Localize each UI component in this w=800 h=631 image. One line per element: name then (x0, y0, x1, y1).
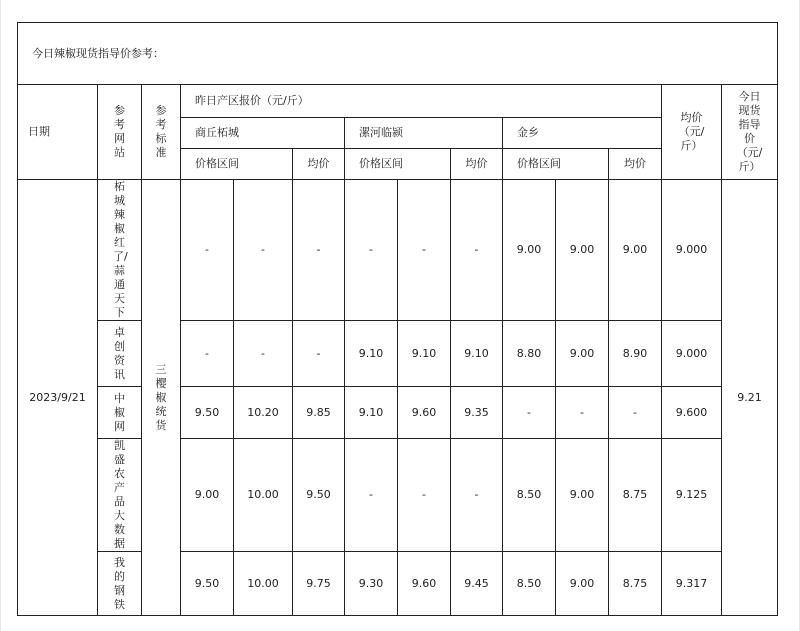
table-title: 今日辣椒现货指导价参考： (18, 23, 778, 85)
yesterday-header: 昨日产区报价（元/斤） (181, 85, 662, 118)
overall-avg-header: 均价（元/斤） (662, 85, 722, 180)
range-header-3: 价格区间 (503, 149, 609, 180)
site-cell: 柘城辣椒红了/蒜通天下 (98, 180, 142, 321)
price-cell: 9.00 (556, 321, 609, 387)
price-cell: - (609, 387, 662, 439)
price-cell: 9.00 (556, 439, 609, 552)
avg-header-2: 均价 (451, 149, 503, 180)
standard-header: 参考标准 (142, 85, 181, 180)
header-row-1 (18, 85, 778, 118)
region-header-luohe: 漯河临颍 (345, 118, 503, 149)
price-cell: 9.00 (181, 439, 234, 552)
price-cell: 9.60 (398, 387, 451, 439)
site-cell: 中椒网 (98, 387, 142, 439)
price-cell: 8.50 (503, 552, 556, 616)
price-cell: - (503, 387, 556, 439)
price-cell: 10.20 (234, 387, 293, 439)
price-cell: - (181, 180, 234, 321)
title-row (18, 23, 778, 85)
price-cell: 9.00 (556, 180, 609, 321)
price-cell: 9.35 (451, 387, 503, 439)
price-cell: 9.50 (293, 439, 345, 552)
avg-header-1: 均价 (293, 149, 345, 180)
avg-cell: 9.600 (662, 387, 722, 439)
price-cell: 9.50 (181, 387, 234, 439)
price-cell: - (398, 180, 451, 321)
site-cell: 我的钢铁 (98, 552, 142, 616)
table-row (18, 321, 778, 387)
price-cell: 10.00 (234, 439, 293, 552)
table-row (18, 387, 778, 439)
range-header-2: 价格区间 (345, 149, 451, 180)
price-cell: 9.45 (451, 552, 503, 616)
price-cell: 9.00 (503, 180, 556, 321)
price-cell: 8.75 (609, 439, 662, 552)
price-cell: 9.10 (451, 321, 503, 387)
price-cell: 9.00 (609, 180, 662, 321)
price-cell: 9.50 (181, 552, 234, 616)
price-cell: 9.10 (345, 387, 398, 439)
avg-cell: 9.000 (662, 180, 722, 321)
table-row (18, 180, 778, 321)
standard-cell: 三樱椒统货 (142, 180, 181, 616)
price-cell: 9.85 (293, 387, 345, 439)
avg-header-3: 均价 (609, 149, 662, 180)
price-cell: 9.10 (345, 321, 398, 387)
region-header-shangqiu: 商丘柘城 (181, 118, 345, 149)
price-cell: 10.00 (234, 552, 293, 616)
price-cell: - (398, 439, 451, 552)
price-cell: 8.80 (503, 321, 556, 387)
price-cell: - (556, 387, 609, 439)
price-cell: 8.90 (609, 321, 662, 387)
price-cell: 9.00 (556, 552, 609, 616)
price-cell: - (345, 439, 398, 552)
avg-cell: 9.317 (662, 552, 722, 616)
price-cell: 9.75 (293, 552, 345, 616)
range-header-1: 价格区间 (181, 149, 293, 180)
price-cell: 9.30 (345, 552, 398, 616)
price-cell: - (293, 321, 345, 387)
avg-cell: 9.000 (662, 321, 722, 387)
price-cell: - (451, 439, 503, 552)
table-row (18, 439, 778, 552)
price-cell: - (234, 180, 293, 321)
price-cell: 8.50 (503, 439, 556, 552)
price-cell: - (234, 321, 293, 387)
site-header: 参考网站 (98, 85, 142, 180)
price-cell: 9.60 (398, 552, 451, 616)
price-cell: - (293, 180, 345, 321)
price-cell: - (345, 180, 398, 321)
price-cell: - (181, 321, 234, 387)
price-cell: 9.10 (398, 321, 451, 387)
date-cell: 2023/9/21 (18, 180, 98, 616)
date-header: 日期 (18, 85, 98, 180)
today-price-cell: 9.21 (722, 180, 778, 616)
avg-cell: 9.125 (662, 439, 722, 552)
price-cell: - (451, 180, 503, 321)
site-cell: 凯盛农产品大数据 (98, 439, 142, 552)
price-table (17, 22, 778, 616)
region-header-jinxiang: 金乡 (503, 118, 662, 149)
site-cell: 卓创资讯 (98, 321, 142, 387)
table-row (18, 552, 778, 616)
price-cell: 8.75 (609, 552, 662, 616)
today-guide-header: 今日现货指导价（元/斤） (722, 85, 778, 180)
